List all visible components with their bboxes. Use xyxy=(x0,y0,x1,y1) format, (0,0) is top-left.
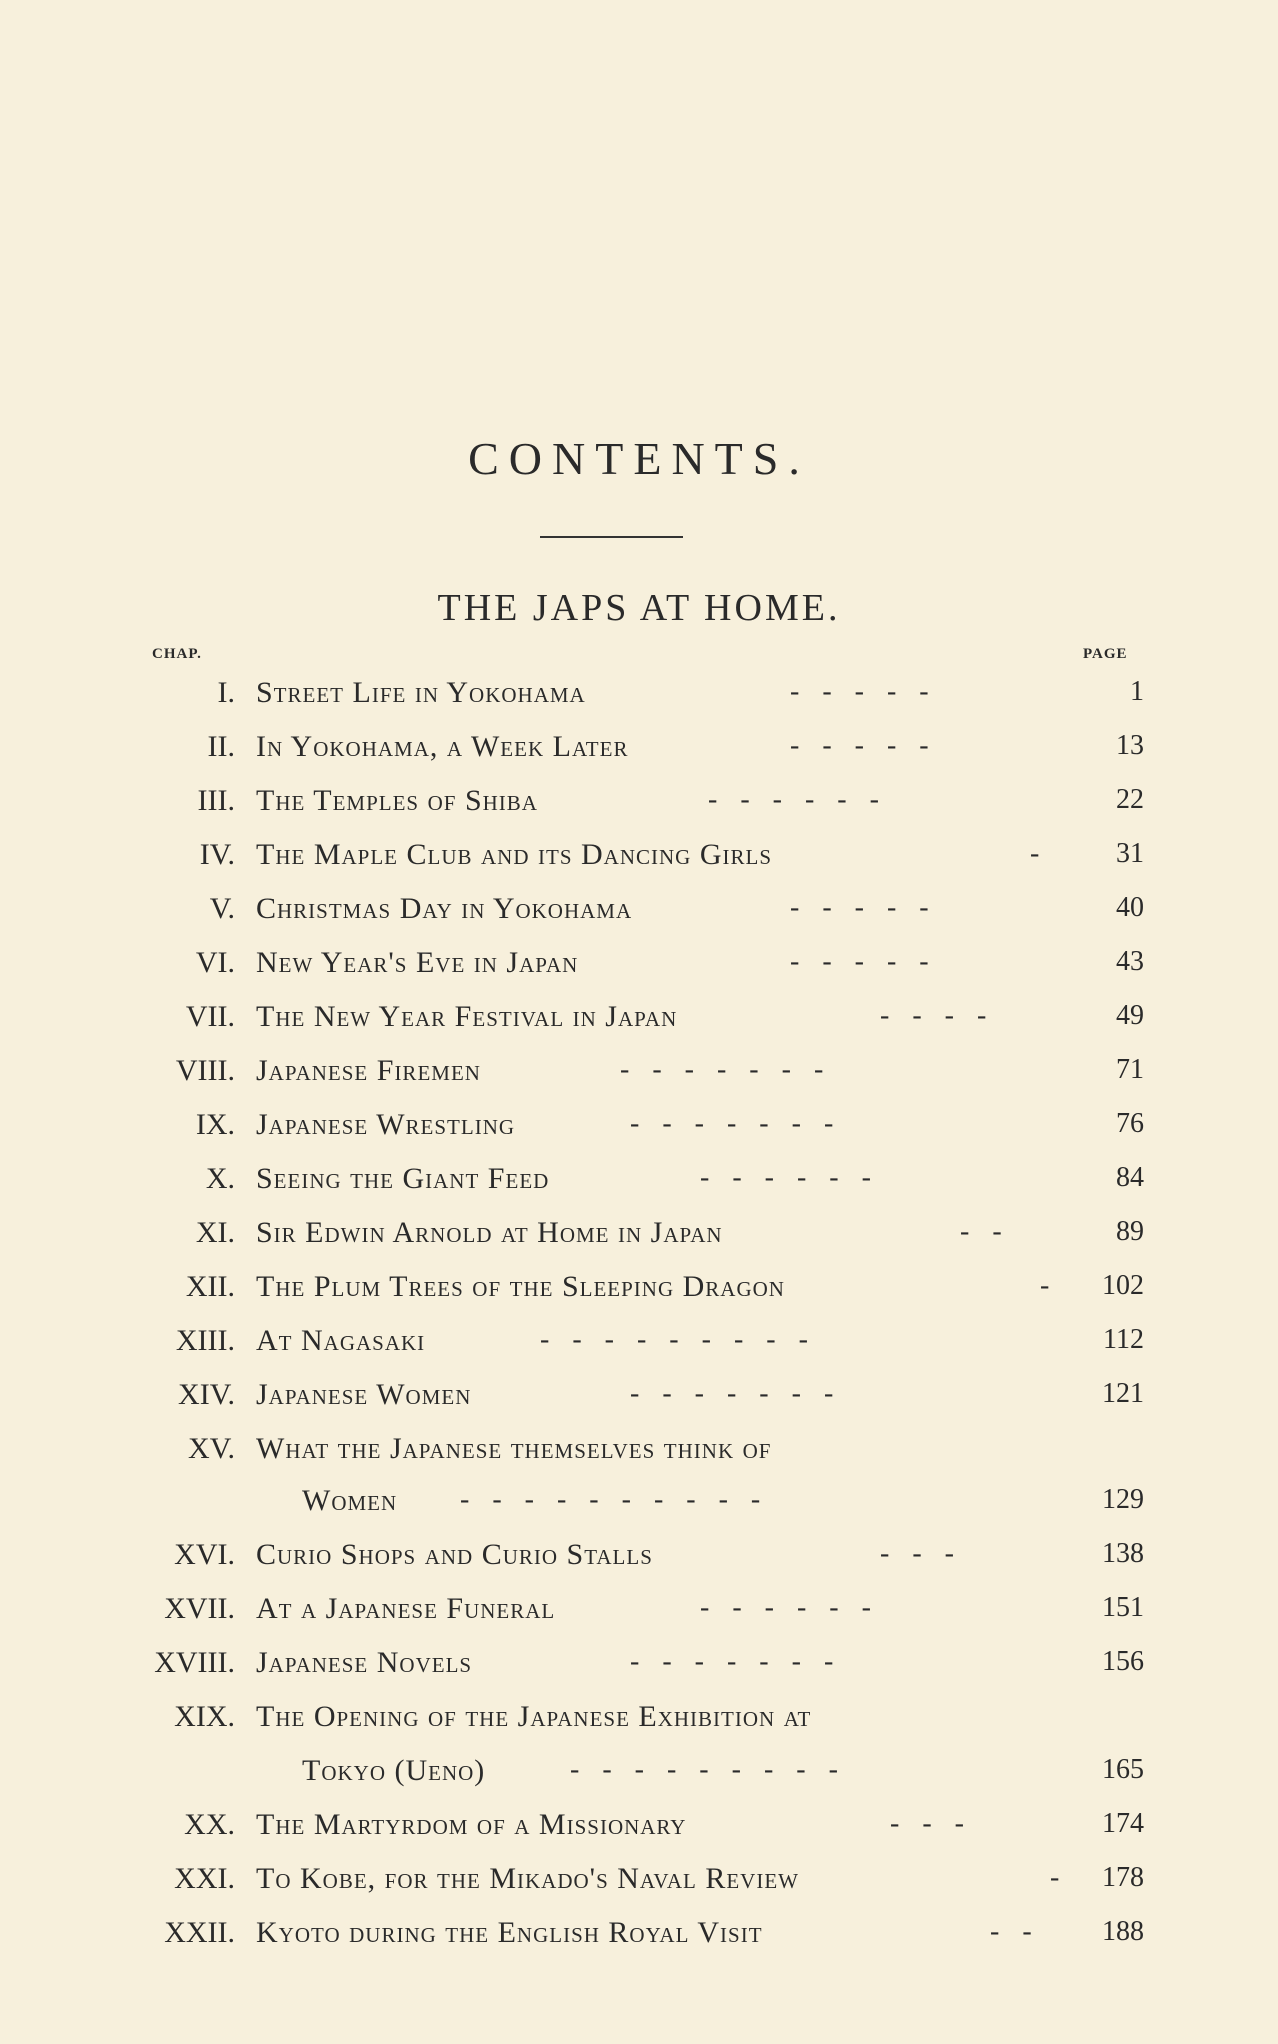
page-number: 129 xyxy=(1102,1484,1144,1515)
chapter-number: XV. xyxy=(188,1432,235,1465)
leader-dots: - - - - - xyxy=(790,730,937,761)
toc-entry xyxy=(0,1432,1278,1486)
chapter-title: The Opening of the Japanese Exhibition at xyxy=(256,1700,812,1733)
page-number: 1 xyxy=(1130,676,1144,707)
chapter-number: XVII. xyxy=(164,1592,235,1625)
title-rule xyxy=(540,536,683,538)
chapter-title: Curio Shops and Curio Stalls xyxy=(256,1538,653,1571)
leader-dots: - xyxy=(1050,1862,1068,1893)
chapter-title: Kyoto during the English Royal Visit xyxy=(256,1916,763,1949)
section-subtitle: THE JAPS AT HOME. xyxy=(437,587,841,629)
leader-dots: - - - - - - - xyxy=(620,1054,832,1085)
toc-entry xyxy=(0,1808,1278,1862)
toc-entry xyxy=(0,946,1278,1000)
toc-entry xyxy=(0,892,1278,946)
page-number: 40 xyxy=(1116,892,1144,923)
chapter-title: Sir Edwin Arnold at Home in Japan xyxy=(256,1216,723,1249)
chapter-title: To Kobe, for the Mikado's Naval Review xyxy=(256,1862,799,1895)
chapter-number: XXII. xyxy=(164,1916,235,1949)
leader-dots: - - xyxy=(960,1216,1010,1247)
chapter-number: I. xyxy=(217,676,235,709)
leader-dots: - - - - - xyxy=(790,892,937,923)
page-number: 174 xyxy=(1102,1808,1144,1839)
chapter-number: XIII. xyxy=(175,1324,235,1357)
toc-entry xyxy=(0,1324,1278,1378)
leader-dots: - - - - - xyxy=(790,676,937,707)
chapter-number: XXI. xyxy=(174,1862,235,1895)
chapter-title: The New Year Festival in Japan xyxy=(256,1000,678,1033)
toc-entry xyxy=(0,1162,1278,1216)
page-number: 22 xyxy=(1116,784,1144,815)
page-number: 49 xyxy=(1116,1000,1144,1031)
leader-dots: - - - - - - xyxy=(708,784,887,815)
page-number: 84 xyxy=(1116,1162,1144,1193)
toc-entry xyxy=(0,1378,1278,1432)
leader-dots: - - - - - - - - - - xyxy=(460,1484,769,1515)
page-number: 76 xyxy=(1116,1108,1144,1139)
chapter-title: Japanese Women xyxy=(256,1378,472,1411)
chapter-title: What the Japanese themselves think of xyxy=(256,1432,772,1465)
toc-entry xyxy=(0,730,1278,784)
chapter-title: In Yokohama, a Week Later xyxy=(256,730,629,763)
chapter-number: VII. xyxy=(185,1000,235,1033)
page-number: 102 xyxy=(1102,1270,1144,1301)
leader-dots: - - - - - xyxy=(790,946,937,977)
toc-entry xyxy=(0,676,1278,730)
chapter-title: Seeing the Giant Feed xyxy=(256,1162,550,1195)
chapter-title: Japanese Firemen xyxy=(256,1054,481,1087)
chapter-title: At a Japanese Funeral xyxy=(256,1592,556,1625)
chapter-number: XX. xyxy=(184,1808,235,1841)
toc-entry xyxy=(0,784,1278,838)
chapter-number: IX. xyxy=(195,1108,235,1141)
chapter-title: Tokyo (Ueno) xyxy=(302,1754,486,1787)
leader-dots: - - - - - - xyxy=(700,1592,879,1623)
chapter-title: The Plum Trees of the Sleeping Dragon xyxy=(256,1270,785,1303)
toc-entry xyxy=(0,1484,1278,1538)
page-number: 121 xyxy=(1102,1378,1144,1409)
toc-entry xyxy=(0,1700,1278,1754)
chapter-title: Women xyxy=(302,1484,398,1517)
leader-dots: - xyxy=(1030,838,1048,869)
toc-entry xyxy=(0,1754,1278,1808)
toc-entry xyxy=(0,838,1278,892)
chapter-title: Japanese Novels xyxy=(256,1646,473,1679)
leader-dots: - - - - xyxy=(880,1000,995,1031)
chapter-number: XII. xyxy=(185,1270,235,1303)
toc-entry xyxy=(0,1270,1278,1324)
toc-entry xyxy=(0,1592,1278,1646)
page-number: 151 xyxy=(1102,1592,1144,1623)
chapter-number: III. xyxy=(197,784,235,817)
page-title: CONTENTS. xyxy=(468,433,810,484)
leader-dots: - - xyxy=(990,1916,1040,1947)
chapter-title: New Year's Eve in Japan xyxy=(256,946,579,979)
page-number: 178 xyxy=(1102,1862,1144,1893)
chapter-title: Japanese Wrestling xyxy=(256,1108,516,1141)
page-number: 89 xyxy=(1116,1216,1144,1247)
page-number: 112 xyxy=(1103,1324,1144,1355)
leader-dots: - - - - - - - - - xyxy=(570,1754,846,1785)
page-column-label: PAGE xyxy=(1083,646,1128,662)
chapter-title: Street Life in Yokohama xyxy=(256,676,586,709)
toc-entry xyxy=(0,1108,1278,1162)
toc-entry xyxy=(0,1646,1278,1700)
leader-dots: - - - - - - xyxy=(700,1162,879,1193)
toc-entry xyxy=(0,1916,1278,1970)
page-number: 156 xyxy=(1102,1646,1144,1677)
chapter-number: VI. xyxy=(195,946,235,979)
page-number: 188 xyxy=(1102,1916,1144,1947)
chapter-number: II. xyxy=(207,730,235,763)
leader-dots: - xyxy=(1040,1270,1058,1301)
page-number: 71 xyxy=(1116,1054,1144,1085)
leader-dots: - - - xyxy=(880,1538,962,1569)
chapter-number: XIV. xyxy=(178,1378,235,1411)
page-number: 31 xyxy=(1116,838,1144,869)
chapter-title: The Martyrdom of a Missionary xyxy=(256,1808,687,1841)
chapter-number: V. xyxy=(209,892,235,925)
chap-column-label: CHAP. xyxy=(152,646,202,662)
leader-dots: - - - - - - - xyxy=(630,1108,842,1139)
page-number: 138 xyxy=(1102,1538,1144,1569)
chapter-title: The Temples of Shiba xyxy=(256,784,538,817)
page-number: 165 xyxy=(1102,1754,1144,1785)
toc-entry xyxy=(0,1862,1278,1916)
toc-entry xyxy=(0,1000,1278,1054)
toc-entry xyxy=(0,1054,1278,1108)
leader-dots: - - - - - - - xyxy=(630,1646,842,1677)
page-number: 13 xyxy=(1116,730,1144,761)
leader-dots: - - - xyxy=(890,1808,972,1839)
chapter-title: At Nagasaki xyxy=(256,1324,426,1357)
chapter-number: IV. xyxy=(199,838,235,871)
page-number: 43 xyxy=(1116,946,1144,977)
leader-dots: - - - - - - - - - xyxy=(540,1324,816,1355)
chapter-number: XVIII. xyxy=(154,1646,235,1679)
toc-entry xyxy=(0,1538,1278,1592)
chapter-title: The Maple Club and its Dancing Girls xyxy=(256,838,772,871)
chapter-number: XI. xyxy=(195,1216,235,1249)
chapter-number: XVI. xyxy=(174,1538,235,1571)
chapter-title: Christmas Day in Yokohama xyxy=(256,892,633,925)
chapter-number: VIII. xyxy=(175,1054,235,1087)
leader-dots: - - - - - - - xyxy=(630,1378,842,1409)
chapter-number: XIX. xyxy=(174,1700,235,1733)
toc-entry xyxy=(0,1216,1278,1270)
chapter-number: X. xyxy=(205,1162,235,1195)
